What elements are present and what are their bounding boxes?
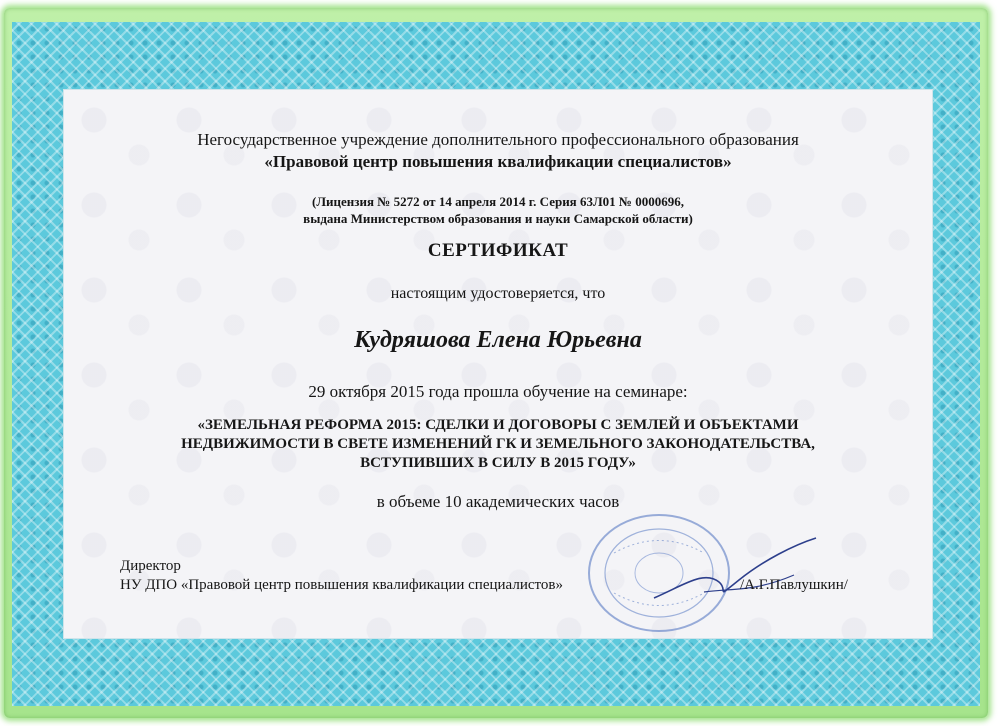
seminar-title-line-2: НЕДВИЖИМОСТИ В СВЕТЕ ИЗМЕНЕНИЙ ГК И ЗЕМЕЛЬНОГО ЗАКОНОДАТЕЛЬСТВА, <box>181 436 815 452</box>
director-organization: НУ ДПО «Правовой центр повышения квалификации специалистов» <box>120 577 563 593</box>
seminar-title-line-1: «ЗЕМЕЛЬНАЯ РЕФОРМА 2015: СДЕЛКИ И ДОГОВОРЫ С ЗЕМЛЕЙ И ОБЪЕКТАМИ <box>197 417 799 433</box>
license-line-1: (Лицензия № 5272 от 14 апреля 2014 г. Серия 63Л01 № 0000696, <box>312 194 684 209</box>
course-volume: в объеме 10 академических часов <box>376 492 620 511</box>
organization-line-2: «Правовой центр повышения квалификации специалистов» <box>264 152 732 171</box>
organization-line-1: Негосударственное учреждение дополнительного профессионального образования <box>197 130 799 149</box>
director-signature <box>644 530 824 610</box>
certificate-title: СЕРТИФИКАТ <box>427 240 569 261</box>
license-line-2: выдана Министерством образования и науки Самарской области) <box>303 211 693 226</box>
director-name: /А.Г.Павлушкин/ <box>740 577 848 593</box>
recipient-name: Кудряшова Елена Юрьевна <box>354 327 642 353</box>
completion-statement: 29 октября 2015 года прошла обучение на семинаре: <box>308 382 688 401</box>
seminar-title-line-3: ВСТУПИВШИХ В СИЛУ В 2015 ГОДУ» <box>360 455 636 471</box>
director-title: Директор <box>120 558 181 574</box>
certificate-intro: настоящим удостоверяется, что <box>390 285 606 302</box>
certificate-paper <box>64 90 932 638</box>
